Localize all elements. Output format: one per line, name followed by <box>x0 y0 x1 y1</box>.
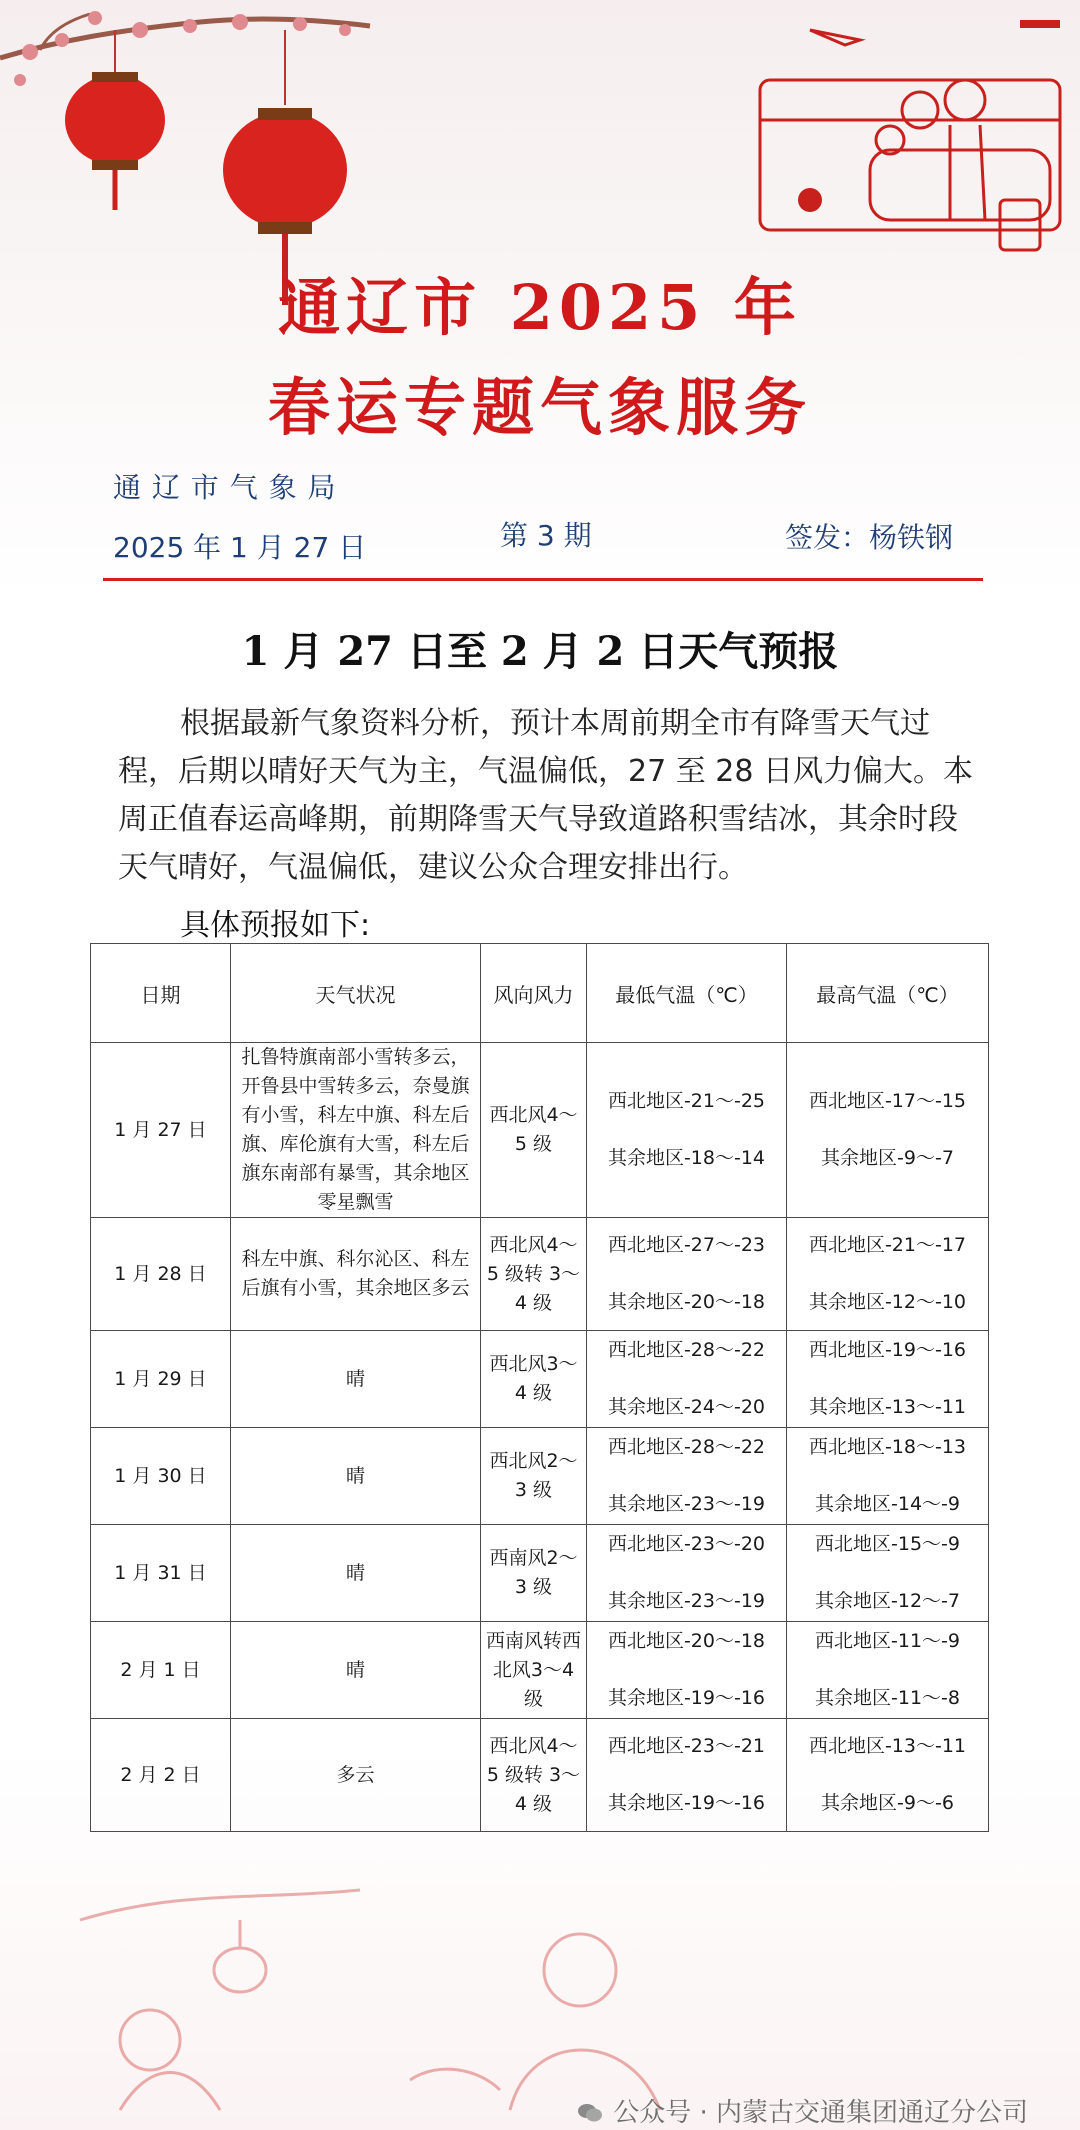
max-temp-other: 其余地区-12～-10 <box>808 1291 967 1313</box>
max-temp-northwest: 西北地区-11～-9 <box>815 1630 960 1652</box>
cell-weather: 扎鲁特旗南部小雪转多云，开鲁县中雪转多云，奈曼旗有小雪，科左中旗、科左后旗、库伦旗有大雪，科左后旗东南部有暴雪，其余地区零星飘雪 <box>231 1043 481 1218</box>
cell-date: 1 月 31 日 <box>91 1525 231 1622</box>
max-temp-northwest: 西北地区-18～-13 <box>808 1436 967 1458</box>
min-temp-other: 其余地区-20～-18 <box>607 1291 766 1313</box>
min-temp-northwest: 西北地区-20～-18 <box>607 1630 766 1652</box>
cell-min-temp <box>587 1525 787 1622</box>
cell-min-temp <box>587 1428 787 1525</box>
cell-max-temp <box>787 1719 989 1832</box>
max-temp-other: 其余地区-9～-7 <box>821 1147 954 1169</box>
max-temp-other: 其余地区-11～-8 <box>815 1687 960 1709</box>
bottom-papercut-illustration <box>60 1860 760 2120</box>
max-temp-northwest: 西北地区-17～-15 <box>808 1090 967 1112</box>
header-weather: 天气状况 <box>231 944 481 1043</box>
issuer: 通 辽 市 气 象 局 <box>113 471 337 504</box>
cell-max-temp <box>787 1043 989 1218</box>
cell-date: 2 月 1 日 <box>91 1622 231 1719</box>
cell-min-temp <box>587 1331 787 1428</box>
min-temp-northwest: 西北地区-23～-21 <box>607 1735 766 1757</box>
min-temp-other: 其余地区-18～-14 <box>607 1147 766 1169</box>
intro-paragraph <box>118 700 986 892</box>
table-row <box>91 1043 989 1218</box>
cell-weather: 晴 <box>231 1525 481 1622</box>
table-row <box>91 1428 989 1525</box>
min-temp-other: 其余地区-23～-19 <box>607 1493 766 1515</box>
header-date: 日期 <box>91 944 231 1043</box>
document-title-line2: 春运专题气象服务 <box>267 371 812 444</box>
max-temp-other: 其余地区-9～-6 <box>821 1792 954 1814</box>
cell-wind: 西北风2～3 级 <box>481 1428 587 1525</box>
cell-weather: 科左中旗、科尔沁区、科左后旗有小雪，其余地区多云 <box>231 1218 481 1331</box>
cell-max-temp <box>787 1622 989 1719</box>
issue-number: 第 3 期 <box>500 519 592 552</box>
min-temp-other: 其余地区-24～-20 <box>607 1396 766 1418</box>
max-temp-other: 其余地区-14～-9 <box>815 1493 960 1515</box>
max-temp-northwest: 西北地区-19～-16 <box>808 1339 967 1361</box>
min-temp-other: 其余地区-19～-16 <box>607 1792 766 1814</box>
intro-text: 根据最新气象资料分析，预计本周前期全市有降雪天气过程，后期以晴好天气为主，气温偏低，27 至 28 日风力偏大。本周正值春运高峰期，前期降雪天气导致道路积雪结冰，其余时段天气晴好，气温偏低，建议公众合理安排出行。 <box>118 706 973 885</box>
wechat-icon <box>577 2102 603 2124</box>
cell-wind: 西北风3～4 级 <box>481 1331 587 1428</box>
table-row <box>91 1331 989 1428</box>
cell-min-temp <box>587 1719 787 1832</box>
cell-min-temp <box>587 1043 787 1218</box>
cell-wind: 西北风4～5 级转 3～4 级 <box>481 1719 587 1832</box>
cell-min-temp <box>587 1218 787 1331</box>
min-temp-northwest: 西北地区-28～-22 <box>607 1436 766 1458</box>
cell-weather: 晴 <box>231 1622 481 1719</box>
cell-wind: 西北风4～5 级转 3～4 级 <box>481 1218 587 1331</box>
cell-date: 1 月 30 日 <box>91 1428 231 1525</box>
cell-wind: 西南风转西北风3～4 级 <box>481 1622 587 1719</box>
cell-max-temp <box>787 1331 989 1428</box>
min-temp-northwest: 西北地区-21～-25 <box>607 1090 766 1112</box>
header-wind: 风向风力 <box>481 944 587 1043</box>
max-temp-other: 其余地区-13～-11 <box>808 1396 967 1418</box>
cell-min-temp <box>587 1622 787 1719</box>
max-temp-northwest: 西北地区-15～-9 <box>815 1533 960 1555</box>
family-travel-illustration <box>750 0 1080 280</box>
document-title-line1: 通辽市 2025 年 <box>278 271 802 344</box>
cell-max-temp <box>787 1428 989 1525</box>
cell-date: 1 月 28 日 <box>91 1218 231 1331</box>
watermark <box>577 2092 1028 2129</box>
max-temp-northwest: 西北地区-21～-17 <box>808 1234 967 1256</box>
forecast-table <box>90 943 989 1832</box>
header-max-temp: 最高气温（℃） <box>787 944 989 1043</box>
min-temp-northwest: 西北地区-28～-22 <box>607 1339 766 1361</box>
section-title: 1 月 27 日至 2 月 2 日天气预报 <box>241 628 839 675</box>
cell-date: 1 月 27 日 <box>91 1043 231 1218</box>
cell-weather: 晴 <box>231 1428 481 1525</box>
header-divider <box>103 578 983 581</box>
min-temp-other: 其余地区-23～-19 <box>607 1590 766 1612</box>
cell-max-temp <box>787 1525 989 1622</box>
cell-wind: 西北风4～5 级 <box>481 1043 587 1218</box>
table-header-row <box>91 944 989 1043</box>
cell-date: 1 月 29 日 <box>91 1331 231 1428</box>
signer: 签发：杨铁钢 <box>785 521 954 554</box>
table-row <box>91 1622 989 1719</box>
cell-wind: 西南风2～3 级 <box>481 1525 587 1622</box>
header-min-temp: 最低气温（℃） <box>587 944 787 1043</box>
table-row <box>91 1719 989 1832</box>
table-intro: 具体预报如下: <box>180 908 371 943</box>
cell-weather: 多云 <box>231 1719 481 1832</box>
cell-max-temp <box>787 1218 989 1331</box>
table-row <box>91 1525 989 1622</box>
min-temp-northwest: 西北地区-23～-20 <box>607 1533 766 1555</box>
cell-date: 2 月 2 日 <box>91 1719 231 1832</box>
cell-weather: 晴 <box>231 1331 481 1428</box>
min-temp-northwest: 西北地区-27～-23 <box>607 1234 766 1256</box>
min-temp-other: 其余地区-19～-16 <box>607 1687 766 1709</box>
max-temp-northwest: 西北地区-13～-11 <box>808 1735 967 1757</box>
max-temp-other: 其余地区-12～-7 <box>815 1590 960 1612</box>
issue-date: 2025 年 1 月 27 日 <box>113 531 367 564</box>
watermark-text: 公众号 · 内蒙古交通集团通辽分公司 <box>613 2098 1028 2128</box>
table-row <box>91 1218 989 1331</box>
